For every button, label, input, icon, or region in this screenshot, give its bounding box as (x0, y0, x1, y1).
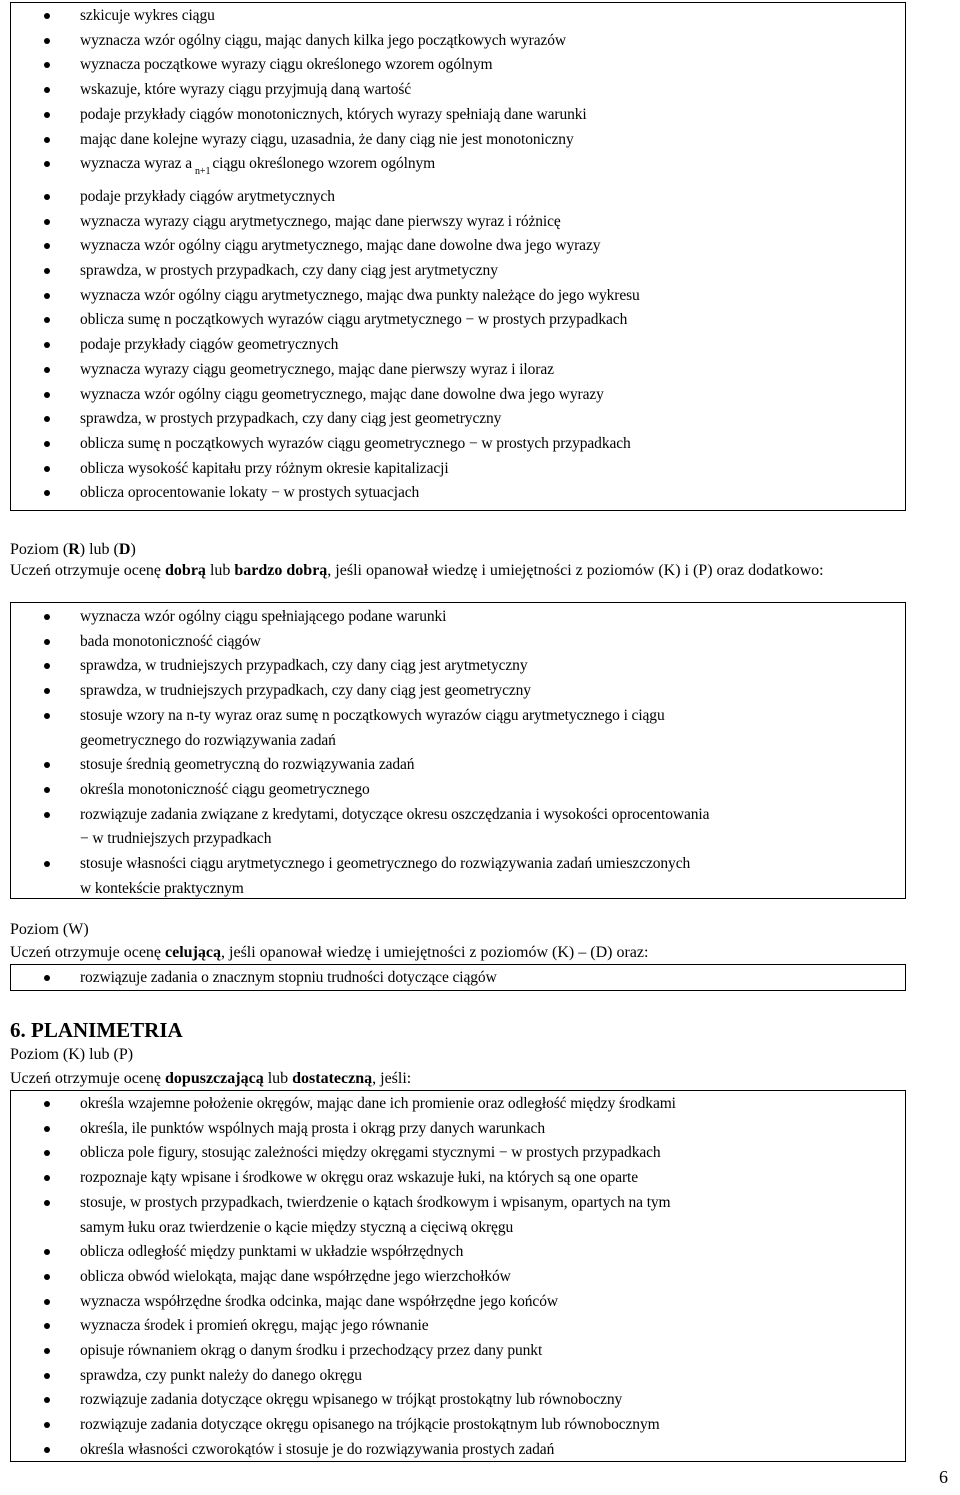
level-r-d-heading: Poziom (R) lub (D) (10, 541, 136, 558)
list-item (11, 1265, 905, 1290)
list-item (11, 1364, 905, 1389)
list-item (11, 234, 905, 259)
section-level-heading: Poziom (K) lub (P) (10, 1046, 134, 1063)
list-item-text: wyznacza wzór ogólny ciągu arytmetycznego, mając dane dowolne dwa jego wyrazy (80, 237, 601, 255)
list-item-text: wyznacza wzór ogólny ciągu spełniającego podane warunki (80, 608, 447, 625)
list-item-continuation: − w trudniejszych przypadkach (80, 830, 272, 848)
list-item-text: sprawdza, w prostych przypadkach, czy dany ciąg jest arytmetyczny (80, 262, 498, 280)
list-item-text: rozpoznaje kąty wpisane i środkowe w okręgu oraz wskazuje łuki, na których są one oparte (80, 1169, 639, 1187)
list-item (11, 966, 905, 991)
list-item-text: oblicza oprocentowanie lokaty − w prostych sytuacjach (80, 484, 420, 502)
list-item (11, 1240, 905, 1265)
list-item (11, 128, 905, 153)
list-item-text: wyznacza środek i promień okręgu, mając jego równanie (80, 1317, 429, 1335)
list-item (11, 185, 905, 210)
list-item (11, 1117, 905, 1142)
list-item (11, 1290, 905, 1315)
list-item-text: podaje przykłady ciągów geometrycznych (80, 336, 339, 354)
list-item-text: rozwiązuje zadania dotyczące okręgu wpisanego w trójkąt prostokątny lub równoboczny (80, 1391, 623, 1409)
list-item (11, 78, 905, 103)
list-item (11, 1141, 905, 1166)
list-item (11, 704, 905, 753)
skills-list-sequences-advanced (10, 602, 906, 899)
list-item-continuation: samym łuku oraz twierdzenie o kącie między styczną a cięciwą okręgu (80, 1218, 514, 1236)
skills-list-sequences-excellent (10, 964, 906, 991)
list-item-text: wyznacza wzór ogólny ciągu arytmetycznego, mając dwa punkty należące do jego wykresu (80, 286, 640, 304)
list-item (11, 53, 905, 78)
list-item-text: mając dane kolejne wyrazy ciągu, uzasadnia, że dany ciąg nie jest monotoniczny (80, 130, 574, 148)
list-item-text: stosuje własności ciągu arytmetycznego i geometrycznego do rozwiązywania zadań umieszczonych (80, 855, 691, 873)
list-item (11, 630, 905, 655)
list-item-text: oblicza pole figury, stosując zależności między okręgami stycznymi − w prostych przypadkach (80, 1144, 661, 1162)
list-item-text: opisuje równaniem okrąg o danym środku i przechodzący przez dany punkt (80, 1342, 543, 1360)
list-item (11, 1388, 905, 1413)
list-item (11, 852, 905, 901)
list-item-text: oblicza wysokość kapitału przy różnym okresie kapitalizacji (80, 459, 449, 477)
list-item-text: podaje przykłady ciągów arytmetycznych (80, 187, 335, 205)
list-item-text: wskazuje, które wyrazy ciągu przyjmują daną wartość (80, 81, 412, 99)
list-item-text: wyznacza wzór ogólny ciągu geometrycznego, mając dane dowolne dwa jego wyrazy (80, 385, 604, 403)
list-item-text: oblicza odległość między punktami w układzie współrzędnych (80, 1243, 464, 1261)
list-item-text: stosuje wzory na n-ty wyraz oraz sumę n początkowych wyrazów ciągu arytmetycznego i ciągu (80, 706, 665, 724)
list-item (11, 29, 905, 54)
list-item (11, 383, 905, 408)
list-item (11, 803, 905, 852)
list-item-text: wyznacza wyraz a (80, 155, 192, 173)
list-item (11, 1166, 905, 1191)
list-item-continuation: geometrycznego do rozwiązywania zadań (80, 731, 336, 749)
level-w-heading: Poziom (W) (10, 921, 89, 938)
list-item-text: wyznacza wyrazy ciągu arytmetycznego, mając dane pierwszy wyraz i różnicę (80, 212, 561, 230)
list-item (11, 753, 905, 778)
list-item (11, 1339, 905, 1364)
list-item (11, 358, 905, 383)
list-item (11, 4, 905, 29)
level-w-description: Uczeń otrzymuje ocenę celującą, jeśli opanował wiedzę i umiejętności z poziomów (K) – (D) oraz: (10, 944, 649, 961)
list-item-text: stosuje, w prostych przypadkach, twierdzenie o kątach środkowym i wpisanym, opartych na tym (80, 1193, 671, 1211)
list-item (11, 1191, 905, 1240)
list-item-text: określa własności czworokątów i stosuje je do rozwiązywania prostych zadań (80, 1440, 555, 1458)
list-item-text: określa wzajemne położenie okręgów, mając dane ich promienie oraz odległość między środkami (80, 1095, 676, 1112)
list-item-text: szkicuje wykres ciągu (80, 7, 215, 24)
skills-list-sequences-basic (10, 2, 906, 511)
list-item-text: wyznacza współrzędne środka odcinka, mając dane współrzędne jego końców (80, 1292, 558, 1310)
list-item-text: rozwiązuje zadania o znacznym stopniu trudności dotyczące ciągów (80, 969, 497, 986)
subscript: n+1 (195, 166, 211, 178)
list-item-text: oblicza obwód wielokąta, mając dane współrzędne jego wierzchołków (80, 1267, 511, 1285)
list-item (11, 210, 905, 235)
section-title: 6. PLANIMETRIA (10, 1018, 183, 1042)
list-item-text: stosuje średnią geometryczną do rozwiązywania zadań (80, 756, 415, 774)
list-item (11, 432, 905, 457)
list-item-text: określa monotoniczność ciągu geometrycznego (80, 780, 370, 798)
bullet-list (11, 1092, 905, 1463)
list-item (11, 333, 905, 358)
list-item (11, 1438, 905, 1463)
list-item-text: oblicza sumę n początkowych wyrazów ciągu geometrycznego − w prostych przypadkach (80, 434, 631, 452)
list-item-text: rozwiązuje zadania dotyczące okręgu opisanego na trójkącie prostokątnym lub równobocznym (80, 1416, 660, 1434)
list-item-continuation: w kontekście praktycznym (80, 879, 244, 897)
list-item (11, 481, 905, 506)
list-item-text: sprawdza, w prostych przypadkach, czy dany ciąg jest geometryczny (80, 410, 502, 428)
list-item (11, 679, 905, 704)
list-item-text: sprawdza, w trudniejszych przypadkach, czy dany ciąg jest arytmetyczny (80, 657, 528, 675)
list-item-text: podaje przykłady ciągów monotonicznych, których wyrazy spełniają dane warunki (80, 105, 587, 123)
list-item (11, 103, 905, 128)
list-item (11, 605, 905, 630)
list-item (11, 407, 905, 432)
list-item (11, 259, 905, 284)
list-item-text: oblicza sumę n początkowych wyrazów ciągu arytmetycznego − w prostych przypadkach (80, 311, 628, 329)
list-item (11, 457, 905, 482)
skills-list-planimetry (10, 1090, 906, 1462)
list-item-text: sprawdza, czy punkt należy do danego okręgu (80, 1366, 362, 1384)
list-item (11, 152, 905, 185)
list-item (11, 778, 905, 803)
list-item-text: wyznacza wzór ogólny ciągu, mając danych kilka jego początkowych wyrazów (80, 31, 567, 49)
list-item (11, 1314, 905, 1339)
list-item-text: bada monotoniczność ciągów (80, 632, 261, 650)
bullet-list (11, 4, 905, 506)
list-item-text: określa, ile punktów wspólnych mają prosta i okrąg przy danych warunkach (80, 1119, 545, 1137)
list-item (11, 1092, 905, 1117)
list-item (11, 284, 905, 309)
list-item-text: sprawdza, w trudniejszych przypadkach, czy dany ciąg jest geometryczny (80, 682, 531, 700)
list-item-text: wyznacza wyrazy ciągu geometrycznego, mając dane pierwszy wyraz i iloraz (80, 360, 554, 378)
list-item-text: wyznacza początkowe wyrazy ciągu określonego wzorem ogólnym (80, 56, 493, 74)
list-item (11, 654, 905, 679)
list-item-text: rozwiązuje zadania związane z kredytami, dotyczące okresu oszczędzania i wysokości oprocentowania (80, 805, 710, 823)
bullet-list (11, 966, 905, 991)
list-item (11, 1413, 905, 1438)
list-item-text-after: ciągu określonego wzorem ogólnym (212, 155, 436, 173)
bullet-list (11, 605, 905, 901)
list-item (11, 308, 905, 333)
section-level-description: Uczeń otrzymuje ocenę dopuszczającą lub dostateczną, jeśli: (10, 1070, 412, 1087)
page-number: 6 (939, 1467, 948, 1487)
level-r-d-description: Uczeń otrzymuje ocenę dobrą lub bardzo dobrą, jeśli opanował wiedzę i umiejętności z poziomów (K) i (P) oraz dodatkowo: (10, 562, 824, 579)
